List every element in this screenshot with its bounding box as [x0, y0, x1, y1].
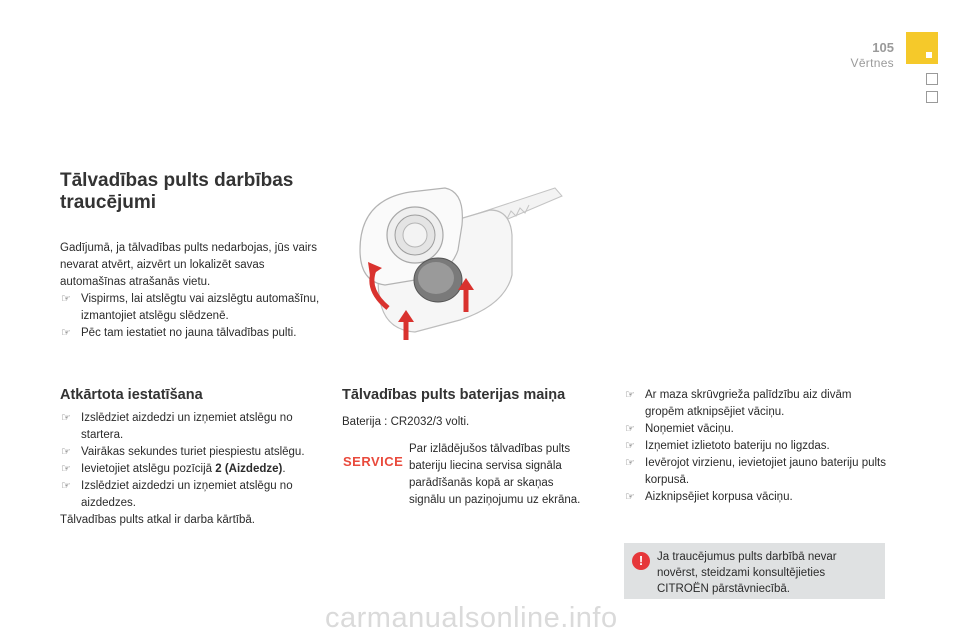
battery-heading: Tālvadības pults baterijas maiņa	[342, 387, 566, 403]
hand-pointer-icon: ☞	[625, 389, 635, 401]
reset-footer: Tālvadības pults atkal ir darba kārtībā.	[60, 514, 255, 526]
hand-pointer-icon: ☞	[61, 327, 71, 339]
page-title: Tālvadības pults darbības traucējumi	[60, 170, 294, 213]
reset-block	[60, 410, 320, 529]
battery-steps	[624, 387, 886, 506]
intro-text: Gadījumā, ja tālvadības pults nedarbojas, jūs vairs nevarat atvērt, aizvērt un lokalizēt savas automašīnas atrašanās vietu.	[60, 242, 317, 288]
warning-text: Ja traucējumus pults darbībā nevar novērst, steidzami konsultējieties CITROËN pārstāvniecībā.	[657, 551, 837, 595]
battery-steps-block	[624, 387, 886, 506]
hand-pointer-icon: ☞	[61, 480, 71, 492]
list-item: ☞ Vispirms, lai atslēgtu vai aizslēgtu automašīnu, izmantojiet atslēgu slēdzenē.	[61, 293, 320, 322]
warning-icon: !	[632, 552, 650, 570]
list-item: ☞ Izņemiet izlietoto bateriju no ligzdas.	[624, 438, 886, 455]
list-item: ☞ Noņemiet vāciņu.	[624, 421, 886, 438]
hand-pointer-icon: ☞	[61, 293, 71, 305]
service-warning-icon: SERVICE	[343, 454, 404, 469]
list-item: ☞ Pēc tam iestatiet no jauna tālvadības pulti.	[60, 325, 322, 342]
reset-steps	[60, 410, 320, 512]
section-tab[interactable]	[926, 91, 938, 103]
list-item: ☞ Ievietojiet atslēgu pozīcijā 2 (Aizdedze).	[60, 461, 320, 478]
hand-pointer-icon: ☞	[625, 457, 635, 469]
list-item: ☞ Vairākas sekundes turiet piespiestu atslēgu.	[60, 444, 320, 461]
list-item: ☞ Izslēdziet aizdedzi un izņemiet atslēgu no startera.	[61, 412, 293, 441]
intro-steps	[60, 291, 322, 342]
watermark: carmanualsonline.info	[325, 602, 618, 634]
hand-pointer-icon: ☞	[61, 446, 71, 458]
list-item: ☞ Izslēdziet aizdedzi un izņemiet atslēgu no aizdedzes.	[61, 480, 293, 509]
hand-pointer-icon: ☞	[625, 440, 635, 452]
reset-heading: Atkārtota iestatīšana	[60, 387, 203, 403]
section-label: Vērtnes	[850, 56, 894, 70]
hand-pointer-icon: ☞	[625, 491, 635, 503]
tab-dot-icon	[926, 52, 932, 58]
section-tab-active[interactable]	[906, 32, 938, 64]
battery-type: Baterija : CR2032/3 volti.	[342, 416, 470, 428]
key-fob-illustration	[340, 180, 580, 340]
list-item: ☞ Ievērojot virzienu, ievietojiet jauno bateriju pults korpusā.	[625, 457, 886, 486]
hand-pointer-icon: ☞	[625, 423, 635, 435]
list-item: ☞ Aizknipsējiet korpusa vāciņu.	[624, 489, 886, 506]
section-tab[interactable]	[926, 73, 938, 85]
list-item: ☞ Ar maza skrūvgrieža palīdzību aiz divām gropēm atknipsējiet vāciņu.	[625, 389, 852, 418]
service-text: Par izlādējušos tālvadības pults bateriju liecina servisa signāla parādīšanās kopā ar skaņas signālu un paziņojumu uz ekrāna.	[409, 443, 581, 506]
page-number: 105	[872, 40, 894, 55]
intro-block	[60, 240, 322, 342]
hand-pointer-icon: ☞	[61, 463, 71, 475]
hand-pointer-icon: ☞	[61, 412, 71, 424]
